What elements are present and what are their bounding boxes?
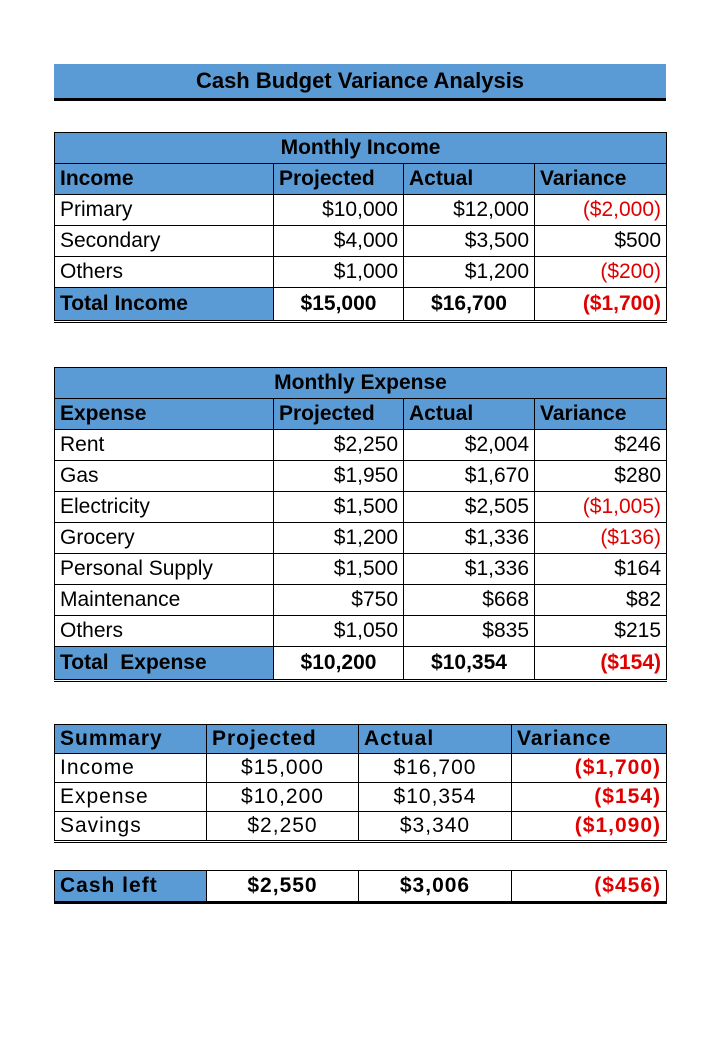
row-variance: ($1,700) (512, 754, 667, 783)
summary-header-variance: Variance (512, 725, 667, 754)
row-label: Electricity (55, 492, 274, 523)
row-actual: $2,004 (404, 430, 535, 461)
income-table (54, 132, 667, 323)
cash-left-table (54, 870, 667, 904)
row-projected: $15,000 (207, 754, 359, 783)
expense-header-actual: Actual (404, 399, 535, 430)
row-projected: $4,000 (274, 226, 404, 257)
row-label: Personal Supply (55, 554, 274, 585)
cash-left-actual: $3,006 (359, 871, 512, 903)
row-label: Income (55, 754, 207, 783)
cash-left-projected: $2,550 (207, 871, 359, 903)
income-header-projected: Projected (274, 164, 404, 195)
row-variance: $215 (535, 616, 667, 647)
row-actual: $1,336 (404, 554, 535, 585)
row-actual: $3,340 (359, 812, 512, 842)
table-row (55, 616, 667, 647)
table-row (55, 585, 667, 616)
summary-header-label: Summary (55, 725, 207, 754)
table-row (55, 812, 667, 842)
row-variance: ($1,090) (512, 812, 667, 842)
row-actual: $3,500 (404, 226, 535, 257)
expense-table (54, 367, 667, 682)
table-row (55, 554, 667, 585)
table-row (55, 430, 667, 461)
total-row (55, 647, 667, 681)
table-row (55, 257, 667, 288)
table-row (55, 195, 667, 226)
table-row (55, 461, 667, 492)
row-variance: $280 (535, 461, 667, 492)
row-actual: $2,505 (404, 492, 535, 523)
row-label: Expense (55, 783, 207, 812)
row-variance: ($136) (535, 523, 667, 554)
row-variance: $246 (535, 430, 667, 461)
row-actual: $1,200 (404, 257, 535, 288)
row-actual: $1,336 (404, 523, 535, 554)
expense-header-label: Expense (55, 399, 274, 430)
row-variance: ($2,000) (535, 195, 667, 226)
expense-section-title: Monthly Expense (55, 368, 667, 399)
table-row (55, 226, 667, 257)
total-projected: $10,200 (274, 647, 404, 681)
income-header-label: Income (55, 164, 274, 195)
row-projected: $2,250 (207, 812, 359, 842)
row-variance: $500 (535, 226, 667, 257)
table-row (55, 783, 667, 812)
table-row (55, 492, 667, 523)
row-variance: $164 (535, 554, 667, 585)
row-variance: ($1,005) (535, 492, 667, 523)
row-label: Others (55, 257, 274, 288)
row-projected: $1,050 (274, 616, 404, 647)
cash-left-variance: ($456) (512, 871, 667, 903)
row-label: Maintenance (55, 585, 274, 616)
expense-header-variance: Variance (535, 399, 667, 430)
row-projected: $1,500 (274, 554, 404, 585)
expense-header-projected: Projected (274, 399, 404, 430)
row-label: Rent (55, 430, 274, 461)
summary-table (54, 724, 667, 843)
title-underline (54, 100, 666, 101)
page-title: Cash Budget Variance Analysis (54, 64, 666, 100)
row-label: Savings (55, 812, 207, 842)
row-projected: $750 (274, 585, 404, 616)
row-actual: $12,000 (404, 195, 535, 226)
row-projected: $1,000 (274, 257, 404, 288)
income-section-title: Monthly Income (55, 133, 667, 164)
cash-left-row (55, 871, 667, 903)
row-variance: $82 (535, 585, 667, 616)
row-label: Grocery (55, 523, 274, 554)
total-label: Total Income (55, 288, 274, 322)
cash-left-label: Cash left (55, 871, 207, 903)
row-actual: $835 (404, 616, 535, 647)
income-header-actual: Actual (404, 164, 535, 195)
table-row (55, 523, 667, 554)
summary-header-projected: Projected (207, 725, 359, 754)
total-variance: ($154) (535, 647, 667, 681)
row-projected: $10,000 (274, 195, 404, 226)
row-variance: ($154) (512, 783, 667, 812)
total-projected: $15,000 (274, 288, 404, 322)
row-label: Primary (55, 195, 274, 226)
row-label: Gas (55, 461, 274, 492)
row-projected: $1,950 (274, 461, 404, 492)
row-actual: $1,670 (404, 461, 535, 492)
income-header-variance: Variance (535, 164, 667, 195)
row-projected: $10,200 (207, 783, 359, 812)
row-projected: $1,200 (274, 523, 404, 554)
row-variance: ($200) (535, 257, 667, 288)
total-actual: $16,700 (404, 288, 535, 322)
total-actual: $10,354 (404, 647, 535, 681)
total-row (55, 288, 667, 322)
total-variance: ($1,700) (535, 288, 667, 322)
row-actual: $10,354 (359, 783, 512, 812)
row-label: Others (55, 616, 274, 647)
total-label: Total Expense (55, 647, 274, 681)
row-projected: $2,250 (274, 430, 404, 461)
row-actual: $668 (404, 585, 535, 616)
row-label: Secondary (55, 226, 274, 257)
summary-header-actual: Actual (359, 725, 512, 754)
row-actual: $16,700 (359, 754, 512, 783)
table-row (55, 754, 667, 783)
row-projected: $1,500 (274, 492, 404, 523)
